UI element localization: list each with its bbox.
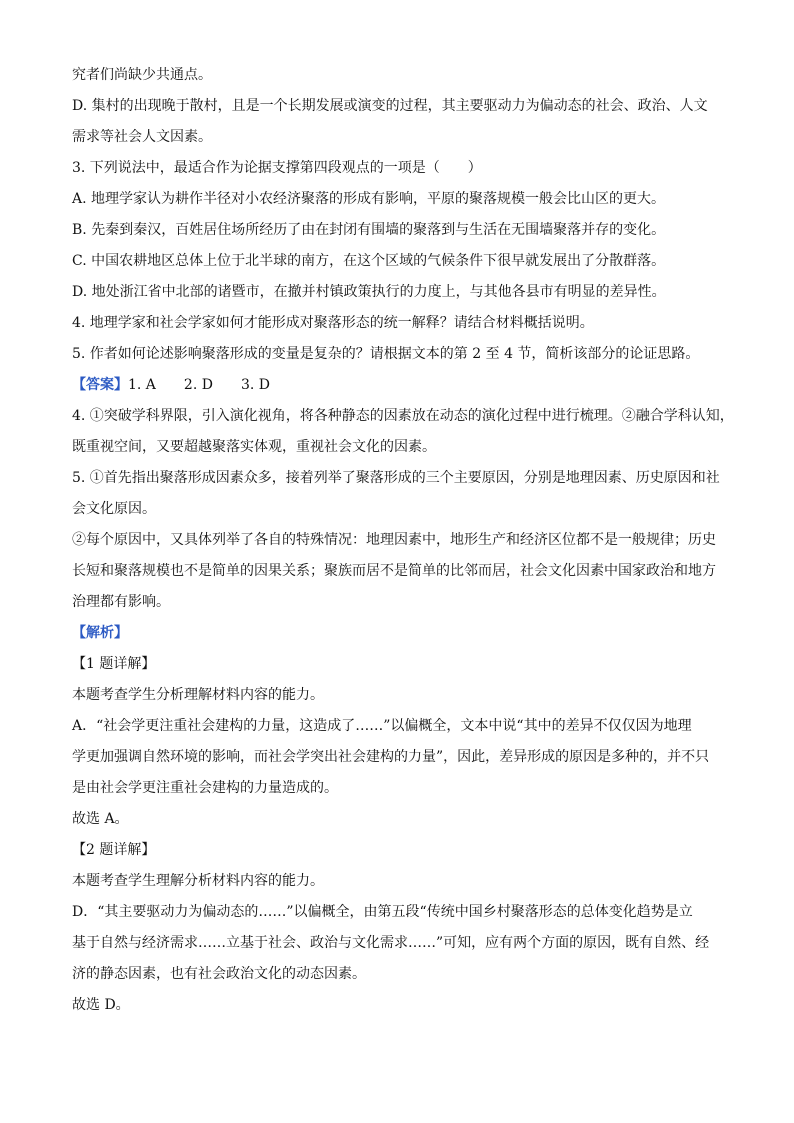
option-a: A. 地理学家认为耕作半径对小农经济聚落的形成有影响，平原的聚落规模一般会比山区的更大。	[72, 191, 666, 207]
text-line: A．“社会学更注重社会建构的力量，这造成了……”以偏概全，文本中说“其中的差异不仅仅因为地理	[72, 718, 692, 734]
text-line: 是由社会学更注重社会建构的力量造成的。	[72, 780, 338, 796]
option-b: B. 先秦到秦汉，百姓居住场所经历了由在封闭有围墙的聚落到与生活在无围墙聚落并存的变化。	[72, 222, 666, 238]
option-d-line: D. 集村的出现晚于散村，且是一个长期发展或演变的过程，其主要驱动力为偏动态的社会、政治、人文	[72, 98, 708, 114]
question-3: 3. 下列说法中，最适合作为论据支撑第四段观点的一项是（ ）	[72, 160, 482, 176]
answer-5-line-2: 会文化原因。	[72, 501, 156, 517]
answer-5-line-1: 5. ①首先指出聚落形成因素众多，接着列举了聚落形成的三个主要原因，分别是地理因素、历史原因和社	[72, 470, 720, 486]
question-4: 4. 地理学家和社会学家如何才能形成对聚落形态的统一解释？请结合材料概括说明。	[72, 315, 594, 331]
answer-4-line-1: 4. ①突破学科界限，引入演化视角，将各种静态的因素放在动态的演化过程中进行梳理。②融合学科认知，	[72, 408, 734, 424]
answer-5-line-4: 长短和聚落规模也不是简单的因果关系；聚族而居不是简单的比邻而居，社会文化因素中国家政治和地方	[72, 563, 716, 579]
answer-line	[72, 370, 722, 401]
option-c: C. 中国农耕地区总体上位于北半球的南方，在这个区域的气候条件下很早就发展出了分散群落。	[72, 253, 666, 269]
question-5: 5. 作者如何论述影响聚落形成的变量是复杂的？请根据文本的第 2 至 4 节，简析该部分的论证思路。	[72, 346, 700, 362]
text-line: 基于自然与经济需求……立基于社会、政治与文化需求……”可知，应有两个方面的原因，既有自然、经	[72, 935, 710, 951]
choice-line: 故选 A。	[72, 811, 129, 827]
answer-text: 1. A 2. D 3. D	[128, 377, 270, 393]
text-line: 究者们尚缺少共通点。	[72, 67, 212, 83]
answer-4-line-2: 既重视空间，又要超越聚落实体观，重视社会文化的因素。	[72, 439, 436, 455]
text-line: 济的静态因素，也有社会政治文化的动态因素。	[72, 966, 366, 982]
text-line: D．“其主要驱动力为偏动态的……”以偏概全，由第五段“传统中国乡村聚落形态的总体变化趋势是立	[72, 904, 693, 920]
text-line: 学更加强调自然环境的影响，而社会学突出社会建构的力量”，因此，差异形成的原因是多种的，并不只	[72, 749, 710, 765]
answer-tag: 【答案】	[72, 377, 128, 393]
q2-detail-heading: 【2 题详解】	[72, 842, 156, 858]
answer-5-line-5: 治理都有影响。	[72, 594, 170, 610]
option-d: D. 地处浙江省中北部的诸暨市，在撤并村镇政策执行的力度上，与其他各县市有明显的差异性。	[72, 284, 666, 300]
choice-line: 故选 D。	[72, 997, 130, 1013]
text-line: 需求等社会人文因素。	[72, 129, 212, 145]
text-line: 本题考查学生分析理解材料内容的能力。	[72, 687, 324, 703]
answer-5-line-3: ②每个原因中，又具体列举了各自的特殊情况：地理因素中，地形生产和经济区位都不是一般规律；历史	[72, 532, 716, 548]
analysis-tag: 【解析】	[72, 625, 128, 641]
q1-detail-heading: 【1 题详解】	[72, 656, 156, 672]
text-line: 本题考查学生理解分析材料内容的能力。	[72, 873, 324, 889]
document-page	[72, 60, 734, 1021]
